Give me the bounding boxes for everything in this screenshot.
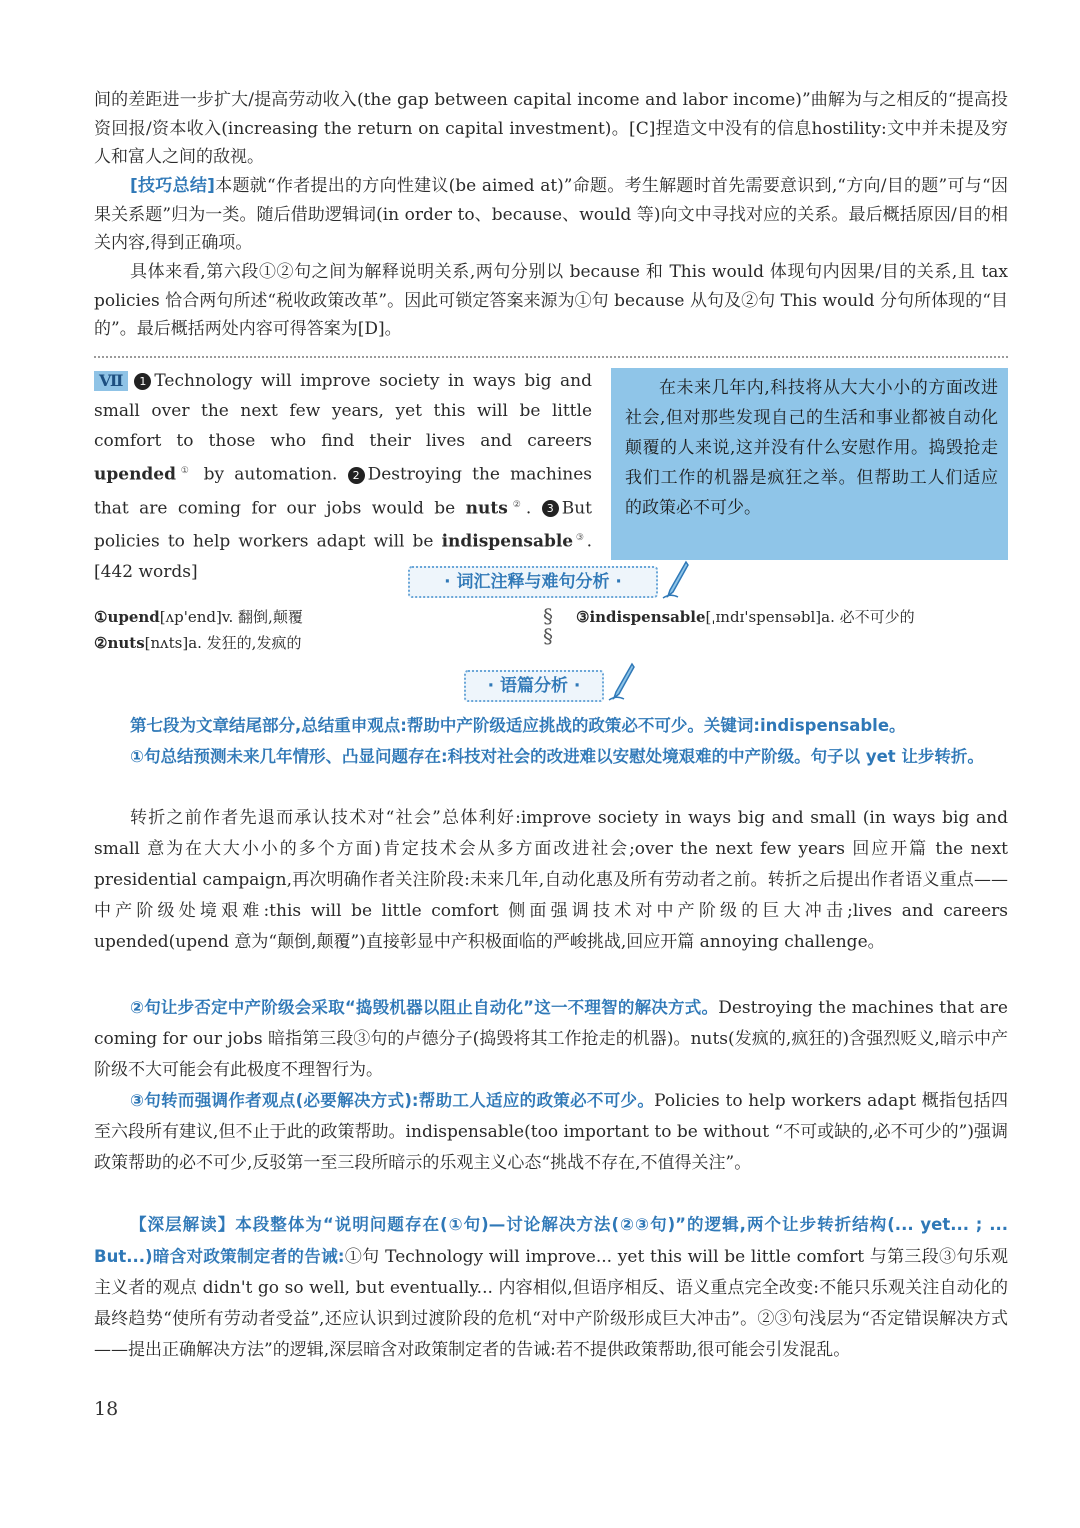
vocab-item-upend-definition: [ʌp'end]v. 翻倒,颠覆 (159, 608, 303, 626)
sentence-1-analysis-heading (94, 742, 1008, 772)
skill-summary-text: 本题就“作者提出的方向性建议(be aimed at)”命题。考生解题时首先需要意识到,“方向/目的题”可与“因果关系题”归为一类。随后借助逻辑词(in order to、because、would 等)向文中寻找对应的关系。最后概括原因/目的相关内容,得到正确项。 (94, 176, 1009, 253)
sentence-3-analysis-body: Policies to help workers adapt 概指包括四至六段所有建议,但不止于此的政策帮助。indispensable(too important to be without “不可或缺的,必不可少的”)强调政策帮助的必不可少,反驳第一至三段所暗示的乐观主义心态“挑战不存在,不值得关注”。 (94, 1091, 1008, 1173)
footnote-marker-1: ① (176, 466, 194, 476)
sentence-3-analysis-heading: ③句转而强调作者观点(必要解决方式):帮助工人适应的政策必不可少。 (130, 1091, 655, 1110)
vocab-word-upended: upended (94, 464, 177, 485)
vocab-section-banner (408, 566, 658, 598)
vocab-item-nuts-definition: [nʌts]a. 发狂的,发疯的 (144, 634, 302, 652)
detail-text: 具体来看,第六段①②句之间为解释说明关系,两句分别以 because 和 This would 体现句内因果/目的关系,且 tax policies 恰合两句所述“税收政策改革”。因此可锁定答案来源为①句 because 从句及②句 This would 分句所体现的“目的”。最后概括两处内容可得答案为[D]。 (94, 262, 1008, 339)
previous-answer-text: 间的差距进一步扩大/提高劳动收入(the gap between capital income and labor income)”曲解为与之相反的“提高投资回报/资本收入(increasing the return on capital investment)。[C]捏造文中没有的信息hostility:文中并未提及穷人和富人之间的敌视。 (94, 90, 1008, 167)
translation-box (611, 368, 1008, 560)
pen-icon (660, 560, 690, 600)
analysis-summary-text: 第七段为文章结尾部分,总结重申观点:帮助中产阶级适应挑战的政策必不可少。关键词:indispensable。 (130, 716, 906, 735)
footnote-marker-2: ② (507, 499, 526, 510)
vocab-divider-squiggle: § § (543, 604, 553, 648)
vocab-item-indispensable (576, 604, 915, 630)
sentence-2-analysis (94, 992, 1008, 1086)
sentence-2-tail: . (525, 498, 542, 519)
footnote-marker-3: ③ (573, 533, 587, 544)
sentence-number-2: 2 (348, 467, 365, 484)
analysis-section-banner (464, 670, 604, 702)
deep-interpretation-body: ①句 Technology will improve... yet this will be little comfort 与第三段③句乐观主义者的观点 didn't go so well, but eventually... 内容相似,但语序相反、语义重点完全改变:不能只乐观关注自动化的最终趋势“使所有劳动者受益”,还应认识到过渡阶段的危机“对中产阶级形成巨大冲击”。②③句浅层为“否定错误解决方式——提出正确解决方法”的逻辑,深层暗含对政策制定者的告诫:若不提供政策帮助,很可能会引发混乱。 (94, 1247, 1009, 1360)
sentence-number-1: 1 (134, 373, 151, 390)
passage-paragraph (94, 366, 592, 587)
pen-icon (606, 662, 636, 702)
deep-interpretation-paragraph (94, 1209, 1008, 1366)
page-number: 18 (94, 1398, 119, 1420)
sentence-3-tail: . [442 words] (94, 531, 592, 582)
vocab-item-nuts (94, 630, 301, 656)
sentence-3-text: But policies to help workers adapt will be (94, 498, 592, 552)
sentence-1-tail: by automation. (193, 464, 348, 485)
sentence-1-text: Technology will improve society in ways big and small over the next few years, yet this will be little comfort to those who find their lives and careers (94, 371, 592, 451)
detail-paragraph (94, 258, 1008, 344)
paragraph-number-badge: Ⅶ (94, 371, 128, 391)
vocab-item-upend (94, 604, 303, 630)
vocab-item-nuts-word: ②nuts (94, 634, 145, 652)
sentence-1-analysis-text: ①句总结预测未来几年情形、凸显问题存在:科技对社会的改进难以安慰处境艰难的中产阶级。句子以 yet 让步转折。 (130, 747, 984, 766)
vocab-item-indispensable-definition: [ˌɪndɪ'spensəbl]a. 必不可少的 (705, 608, 915, 626)
vocab-item-upend-word: ①upend (94, 608, 160, 626)
vocab-word-indispensable: indispensable (441, 531, 574, 552)
sentence-1-analysis-body (94, 803, 1008, 958)
previous-answer-paragraph (94, 86, 1008, 172)
analysis-section-title: · 语篇分析 · (487, 676, 581, 696)
vocab-word-nuts: nuts (465, 498, 508, 519)
skill-summary-label: [技巧总结] (130, 176, 215, 196)
vocab-item-indispensable-word: ③indispensable (576, 608, 706, 626)
sentence-number-3: 3 (542, 500, 559, 517)
skill-summary-paragraph (94, 172, 1008, 258)
analysis-summary-paragraph (94, 711, 1008, 741)
sentence-2-text: Destroying the machines that are coming for our jobs would be (94, 464, 592, 519)
translation-text: 在未来几年内,科技将从大大小小的方面改进社会,但对那些发现自己的生活和事业都被自动化颠覆的人来说,这并没有什么安慰作用。捣毁抢走我们工作的机器是疯狂之举。但帮助工人们适应的政策必不可少。 (625, 378, 998, 518)
sentence-2-analysis-heading: ②句让步否定中产阶级会采取“捣毁机器以阻止自动化”这一不理智的解决方式。 (130, 998, 719, 1017)
sentence-3-analysis (94, 1085, 1008, 1179)
section-divider (94, 356, 1008, 358)
sentence-1-analysis-body-text: 转折之前作者先退而承认技术对“社会”总体利好:improve society in ways big and small (in ways big and small 意为在大大小小的多个方面)肯定技术会从多方面改进社会;over the next few years 回应开篇 the next presidential campaign,再次明确作者关注阶段:未来几年,自动化惠及所有劳动者之前。转折之后提出作者语义重点——中产阶级处境艰难:this will be little comfort 侧面强调技术对中产阶级的巨大冲击;lives and careers upended(upend 意为“颠倒,颠覆”)直接彰显中产积极面临的严峻挑战,回应开篇 annoying challenge。 (94, 808, 1008, 952)
deep-interpretation-heading: 【深层解读】本段整体为“说明问题存在(①句)—讨论解决方法(②③句)”的逻辑,两个让步转折结构(... yet... ; ... But...)暗含对政策制定者的告诫: (94, 1215, 1008, 1266)
vocab-section-title: · 词汇注释与难句分析 · (444, 572, 622, 592)
sentence-2-analysis-body: Destroying the machines that are coming for our jobs 暗指第三段③句的卢德分子(捣毁将其工作抢走的机器)。nuts(发疯的,疯狂的)含强烈贬义,暗示中产阶级不大可能会有此极度不理智行为。 (94, 998, 1008, 1080)
